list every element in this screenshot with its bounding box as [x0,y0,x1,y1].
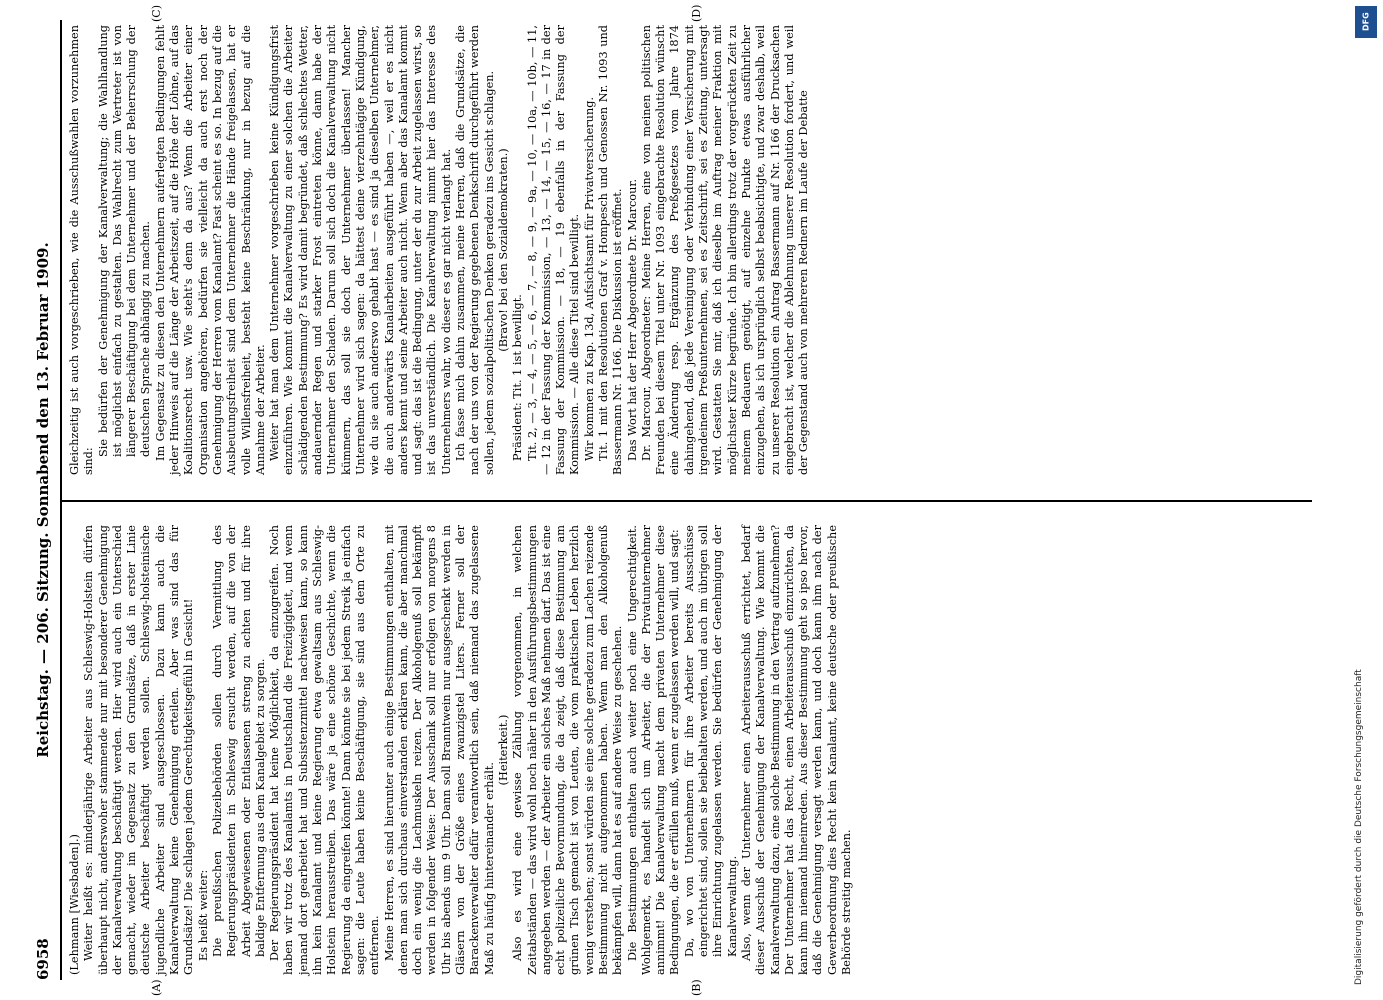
right-column [68,25,811,475]
quote: Sie bedürfen der Genehmigung der Kanalverwaltung; die Wahlhandlung ist möglichst einfach zu gestalten. Das Wahlrecht zum Vertreter ist von längerer Beschäftigung bei dem Unternehmer und der Beherrschung der deutschen Sprache abhängig zu machen. [96,25,153,457]
digitization-credit: Digitalisierung gefördert durch die Deutsche Forschungsgemeinschaft [1354,669,1364,985]
margin-marker-a: (A) [150,979,163,996]
margin-marker-b: (B) [690,979,703,996]
paragraph: Wir kommen zu Kap. 13d, Aufsichtsamt für Privatversicherung. [582,96,596,461]
paragraph: Präsident: Tit. 1 ist bewilligt. [511,294,525,461]
interjection: (Heiterkeit.) [496,714,510,786]
column-rule [62,500,1312,502]
paragraph: Ich fasse mich dahin zusammen, meine Herren, daß die Grundsätze, die nach der uns von der Regierung gegebenen Denkschrift durchgeführt werden sollen, jedem sozialpolitischen Denken geradezu ins Gesicht schlagen. [454,25,496,475]
paragraph: Im Gegensatz zu diesen den Unternehmern auferlegten Bedingungen fehlt jeder Hinweis auf die Länge der Arbeitszeit, auf die Höhe der Löhne, auf das Koalitionsrecht usw. Wie steht's denn da aus? Wenn die Arbeiter einer Organisation angehören, bedürfen sie vielleicht da auch erst noch der Genehmigung der Herren vom Kanalamt? Fast scheint es so. In bezug auf die Ausbeutungsfreiheit sind dem Unternehmer die Hände freigelassen, hat er volle Willensfreiheit, besteht keine Beschränkung, nur in bezug auf die Annahme der Arbeiter. [153,25,267,475]
paragraph: Gleichzeitig ist auch vorgeschrieben, wie die Ausschußwahlen vorzunehmen sind: [68,25,96,475]
paragraph: Dr. Marcour, Abgeordneter: Meine Herren, eine von meinen politischen Freunden bei diesem Titel unter Nr. 1093 eingebrachte Resolution wünscht eine Änderung resp. Ergänzung des Preßgesetzes vom Jahre 1874 dahingehend, daß jede Vereinigung oder Verbindung einer Versicherung mit irgendeinem Preßunternehmen, sei es Zeitschrift, sei es Zeitung, untersagt wird. Gestatten Sie mir, daß ich dieselbe im Auftrag meiner Fraktion mit möglichster Kürze begründe. Ich bin allerdings trotz der vorgerückten Zeit zu meinem Bedauern genötigt, auf einzelne Punkte etwas ausführlicher einzugehen, als ich ursprünglich selbst beabsichtigte, und zwar deshalb, weil zu unserer Resolution ein Antrag Bassermann auf Nr. 1166 der Drucksachen eingebracht ist, welcher die Ablehnung unserer Resolution fordert, und weil der Gegenstand auch von mehreren Rednern im Laufe der Debatte [639,25,811,475]
quote: Da, wo von Unternehmern für ihre Arbeiter bereits Ausschüsse eingerichtet sind, sollen sie beibehalten werden, und auch im übrigen soll ihre Einrichtung zugelassen werden. Sie bedürfen der Genehmigung der Kanalverwaltung. [682,525,739,957]
digitization-sidebar [1349,0,1383,1000]
paragraph: Tit. 1 mit den Resolutionen Graf v. Hompesch und Genossen Nr. 1093 und Bassermann Nr. 1166. Die Diskussion ist eröffnet. [596,25,625,475]
paragraph: Die Bestimmungen enthalten auch weiter noch eine Ungerechtigkeit. Wohlgemerkt, es handelt sich um Arbeiter, die der Privatunternehmer annimmt! Die Kanalverwaltung macht dem privaten Unternehmer diese Bedingungen, die er erfüllen muß, wenn er zugelassen werden will, und sagt: [625,525,682,975]
paragraph: Also, wenn der Unternehmer einen Arbeiterausschuß errichtet, bedarf dieser Ausschuß der Genehmigung der Kanalverwaltung. Wie kommt die Kanalverwaltung dazu, eine solche Bestimmung in den Vertrag aufzunehmen? Der Unternehmer hat das Recht, einen Arbeiterausschuß einzurichten, da kann ihm niemand hineinreden. Aus dieser Bestimmung geht so ipso hervor, daß die Genehmigung versagt werden kann, und doch kann ihm nach der Gewerbeordnung dies Recht kein Kanalamt, keine deutsche oder preußische Behörde streitig machen. [739,525,854,975]
margin-marker-c: (C) [150,5,163,22]
margin-marker-d: (D) [690,4,703,22]
left-column [68,525,854,975]
paragraph: Meine Herren, es sind hierunter auch einige Bestimmungen enthalten, mit denen man sich durchaus einverstanden erklären kann, die aber manchmal doch ein wenig die Lachmuskeln reizen. Der Alkoholgenuß soll bekämpft werden in folgender Weise: Der Ausschank soll nur erfolgen von morgens 8 Uhr bis abends um 9 Uhr. Dann soll Branntwein nur ausgeschenkt werden in Gläsern von der Größe eines zwanzigstel Liters. Ferner soll der Barackenverwalter dafür verantwortlich sein, daß niemand das zugelassene Maß zu häufig hintereinander erhält. [382,525,496,975]
paragraph: Der Regierungspräsident hat keine Möglichkeit, da einzugreifen. Noch haben wir trotz des Kanalamts in Deutschland die Freizügigkeit, und wenn jemand dort gearbeitet hat und Subsistenzmittel nachweisen kann, so kann ihn kein Kanalamt und keine Regierung etwa gewaltsam aus Schleswig-Holstein herausstreiben. Das wäre ja eine schöne Geschichte, wenn die Regierung da eingreifen könnte! Dann könnte sie bei jedem Streik ja einfach sagen: die Leute haben keine Beschäftigung, sie sind aus dem Orte zu entfernen. [268,525,382,975]
speaker-note: (Lehmann [Wiesbaden].) [68,834,81,975]
paragraph: Weiter hat man dem Unternehmer vorgeschrieben keine Kündigungsfrist einzuführen. Wie kommt die Kanalverwaltung zu einer solchen die Arbeiter schädigenden Bestimmung? Es wird damit begründet, daß schlechtes Wetter, andauernder Regen und starker Frost eintreten könne, dann habe der Unternehmer den Schaden. Darum soll sich doch die Kanalverwaltung nicht kümmern, das soll sie doch der Unternehmer überlassen! Mancher Unternehmer wird sich sagen: da hättest deine vierzehntägige Kündigung, wie du sie auch anderswo gehabt hast — es sind ja dieselben Unternehmer, die auch anderwärts Kanalarbeiten ausgeführt haben —, weil er es nicht anders kennt und seine Arbeiter auch nicht. Wenn aber das Kanalamt kommt und sagt: das ist die Bedingung, unter der du zur Arbeit zugelassen wirst, so ist das unverständlich. Die Kanalverwaltung nimmt hier das Interesse des Unternehmers wahr, wo dieser es gar nicht verlangt hat. [268,25,453,475]
dfg-logo: DFG [1355,6,1377,38]
quote: Die preußischen Polizeibehörden sollen durch Vermittlung des Regierungspräsidenten in Schleswig ersucht werden, auf die von der Arbeit Abgewiesenen oder Entlassenen streng zu achten und für ihre baldige Entfernung aus dem Kanalgebiet zu sorgen. [210,525,267,957]
page-title: Reichstag. — 206. Sitzung. Sonnabend den 13. Februar 1909. [34,242,52,758]
paragraph: Weiter heißt es: minderjährige Arbeiter aus Schleswig-Holstein dürfen überhaupt nicht, anderswoher stammende nur mit besonderer Genehmigung der Kanalverwaltung beschäftigt werden. Hier wird auch ein Unterschied gemacht, wieder im Gegensatz zu den Grundsätze, daß in erster Linie deutsche Arbeiter beschäftigt werden sollen. Schleswig-holsteinische jugendliche Arbeiter sind ausgeschlossen. Dazu kann auch die Kanalverwaltung keine Genehmigung erteilen. Aber was sind das für Grundsätze! Die schlagen jedem Gerechtigkeitsgefühl in Gesicht! [82,525,196,975]
page-header [30,20,56,980]
paragraph: Das Wort hat der Herr Abgeordnete Dr. Marcour. [625,178,639,461]
interjection: (Bravo! bei den Sozialdemokraten.) [496,148,510,352]
paragraph: Also es wird eine gewisse Zählung vorgenommen, in welchen Zeitabständen — das wird wohl noch näher in den Ausführungsbestimmungen angegeben werden — der Arbeiter ein solches Maß nehmen darf. Das ist eine echt polizeiliche Bevormundung, die da zeigt, daß diese Bestimmung am grünen Tisch gemacht ist von Leuten, die vom praktischen Leben herzlich wenig verstehen; sonst würden sie eine solche geradezu zum Lachen reizende Bestimmung nicht aufgenommen haben. Wenn man den Alkoholgenuß bekämpfen will, dann hat es auf andere Weise zu geschehen. [511,525,625,975]
page-number: 6958 [34,938,52,980]
paragraph: Es heißt weiter: [196,869,210,961]
paragraph: Tit. 2, — 3, — 4, — 5, — 6, — 7, — 8, — 9, — 9a, — 10, — 10a, — 10b, — 11, — 12 in der Fassung der Kommission, — 13, — 14, — 15, — 16, — 17 in der Fassung der Kommission. — 18, — 19 ebenfalls in der Fassung der Kommission. — Alle diese Titel sind bewilligt. [525,25,582,475]
